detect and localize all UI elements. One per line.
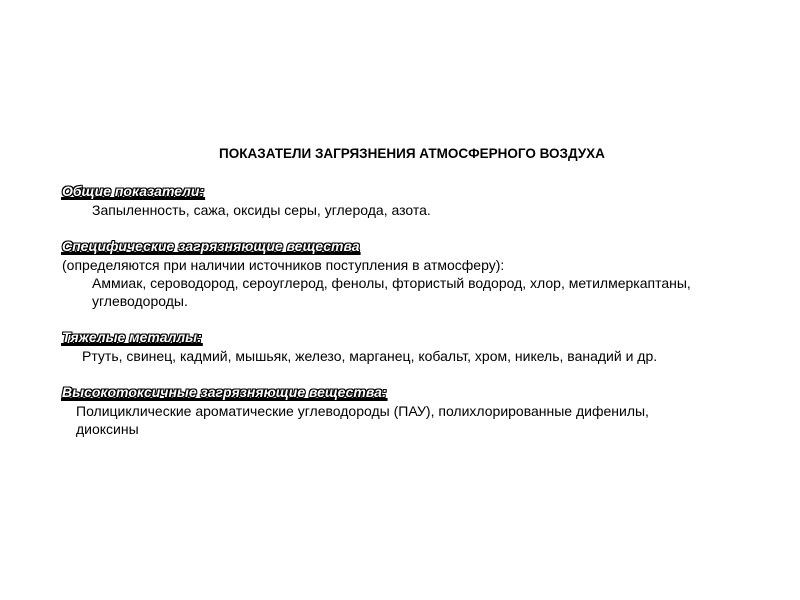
section-text-specific-line2: углеводороды.: [92, 293, 188, 309]
section-heading-specific: Специфические загрязняющие вещества: [62, 238, 360, 254]
section-text-general: Запыленность, сажа, оксиды серы, углерода, азота.: [92, 202, 431, 218]
section-text-high-toxic-line2: диоксины: [76, 421, 139, 437]
section-heading-heavy-metals: Тяжелые металлы:: [62, 329, 202, 345]
section-heading-general: Общие показатели:: [62, 183, 205, 199]
section-text-heavy-metals: Ртуть, свинец, кадмий, мышьяк, железо, марганец, кобальт, хром, никель, ванадий и др.: [82, 348, 658, 364]
page-title: ПОКАЗАТЕЛИ ЗАГРЯЗНЕНИЯ АТМОСФЕРНОГО ВОЗДУХА: [219, 146, 605, 161]
section-note-specific: (определяются при наличии источников поступления в атмосферу):: [62, 257, 505, 273]
section-heading-high-toxic: Высокотоксичные загрязняющие вещества:: [62, 384, 387, 400]
section-text-high-toxic-line1: Полициклические ароматические углеводороды (ПАУ), полихлорированные дифенилы,: [76, 403, 649, 419]
section-text-specific-line1: Аммиак, сероводород, сероуглерод, фенолы, фтористый водород, хлор, метилмеркаптаны,: [92, 275, 691, 291]
